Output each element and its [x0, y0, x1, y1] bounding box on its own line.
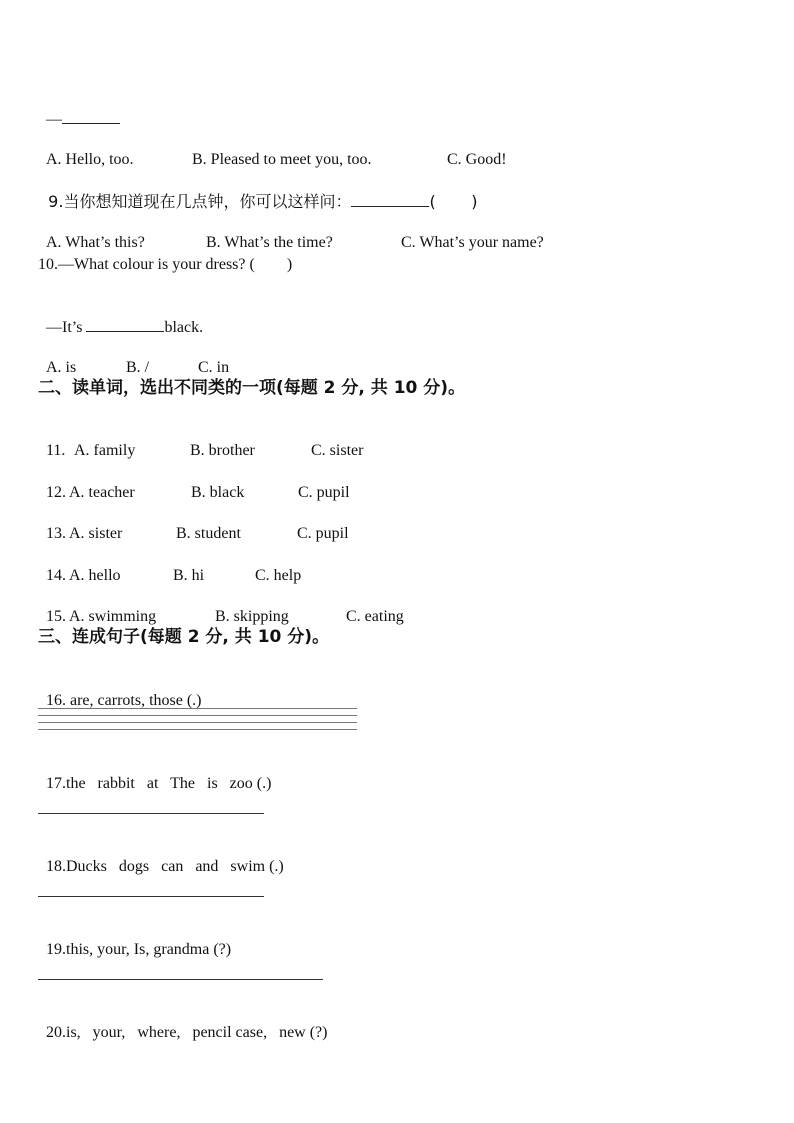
q9-answer-paren: ( ) — [429, 192, 478, 211]
q9-option-a: A. What’s this? — [46, 234, 145, 251]
q13-option-b: B. student — [176, 525, 241, 542]
q17-answer-line[interactable] — [38, 813, 264, 814]
q12-option-a: A. teacher — [69, 484, 135, 501]
q15-number: 15. — [46, 608, 66, 625]
writing-line — [38, 722, 357, 723]
q17-number: 17. — [46, 775, 66, 792]
q9-question — [38, 171, 478, 212]
q9-option-b: B. What’s the time? — [206, 234, 333, 251]
q9-blank[interactable] — [351, 191, 429, 207]
q8-option-a: A. Hello, too. — [46, 151, 134, 168]
writing-line — [38, 715, 357, 716]
q13-option-c: C. pupil — [297, 525, 349, 542]
q11-number: 11. — [46, 442, 66, 459]
q8-option-b: B. Pleased to meet you, too. — [192, 151, 372, 168]
q16-writing-lines[interactable] — [38, 708, 357, 736]
q13-option-a: A. sister — [69, 525, 123, 542]
q11 — [38, 421, 363, 461]
q19-words: this, your, Is, grandma (?) — [66, 941, 232, 958]
q12-number: 12. — [46, 484, 66, 501]
q8-options — [38, 130, 507, 170]
q13-number: 13. — [46, 525, 66, 542]
q18-number: 18. — [46, 858, 66, 875]
q10-answer-line — [38, 296, 203, 338]
q8-option-c: C. Good! — [447, 151, 507, 168]
section3-heading: 三、连成句子(每题 2 分, 共 10 分)。 — [38, 627, 330, 647]
q8-dash: — — [46, 111, 62, 128]
q12 — [38, 463, 350, 503]
q12-option-c: C. pupil — [298, 484, 350, 501]
q10-blank[interactable] — [86, 316, 164, 332]
q10-question: 10.—What colour is your dress? ( ) — [38, 256, 293, 273]
writing-line — [38, 729, 357, 730]
q14-number: 14. — [46, 567, 66, 584]
q16-number: 16. — [46, 692, 66, 709]
q16 — [38, 671, 202, 711]
q18-words: Ducks dogs can and swim (.) — [66, 858, 284, 875]
q10-option-c: C. in — [198, 359, 230, 376]
q15-option-a: A. swimming — [69, 608, 157, 625]
q14-option-b: B. hi — [173, 567, 205, 584]
q18 — [38, 837, 284, 877]
q17-words: the rabbit at The is zoo (.) — [66, 775, 272, 792]
q14 — [38, 546, 301, 586]
q8-answer-line — [38, 88, 120, 130]
q19-answer-line[interactable] — [38, 979, 323, 980]
q12-option-b: B. black — [191, 484, 245, 501]
q10-answer-prefix: —It’s — [46, 319, 87, 336]
q10-answer-suffix: black. — [164, 319, 204, 336]
q14-option-a: A. hello — [69, 567, 121, 584]
q11-option-b: B. brother — [190, 442, 255, 459]
q15 — [38, 587, 404, 627]
q8-blank[interactable] — [62, 108, 120, 124]
q10-option-b: B. / — [126, 359, 150, 376]
q11-option-c: C. sister — [311, 442, 364, 459]
q19-number: 19. — [46, 941, 66, 958]
q18-answer-line[interactable] — [38, 896, 264, 897]
section2-heading: 二、读单词，选出不同类的一项(每题 2 分, 共 10 分)。 — [38, 378, 466, 398]
writing-line — [38, 708, 357, 709]
q10-option-a: A. is — [46, 359, 77, 376]
q9-question-text: 9.当你想知道现在几点钟，你可以这样问： — [48, 192, 352, 211]
q10-options — [38, 338, 229, 378]
q20-number: 20. — [46, 1024, 66, 1041]
q15-option-c: C. eating — [346, 608, 404, 625]
q16-words: are, carrots, those (.) — [66, 692, 202, 709]
q13 — [38, 504, 349, 544]
q14-option-c: C. help — [255, 567, 302, 584]
q9-option-c: C. What’s your name? — [401, 234, 544, 251]
q20-words: is, your, where, pencil case, new (?) — [66, 1024, 328, 1041]
q17 — [38, 754, 271, 794]
q19 — [38, 920, 231, 960]
q9-options — [38, 213, 544, 253]
q11-option-a: A. family — [74, 442, 136, 459]
q20 — [38, 1003, 327, 1043]
q15-option-b: B. skipping — [215, 608, 289, 625]
